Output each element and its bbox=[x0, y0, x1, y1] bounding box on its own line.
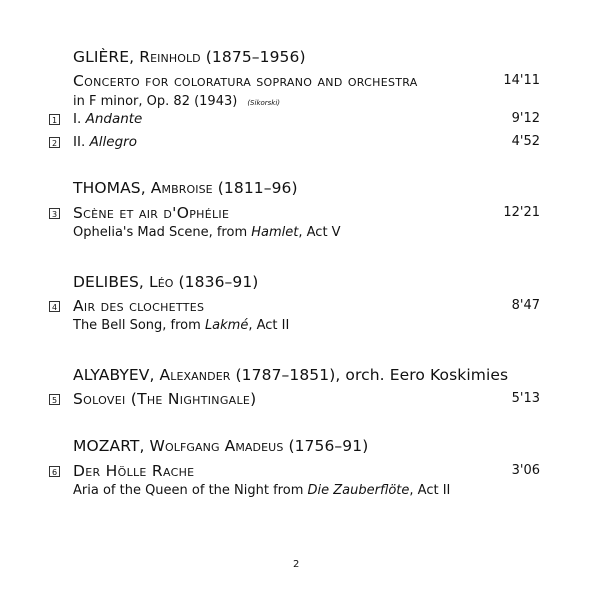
composer-line bbox=[73, 364, 508, 386]
subtitle-text: , Act II bbox=[248, 318, 290, 333]
composer-dates: (1787–1851), orch. Eero Koskimies bbox=[235, 366, 509, 384]
track-number-box: 2 bbox=[49, 137, 60, 148]
movement-1 bbox=[73, 110, 142, 128]
composer-name: ALYABYEV, Alexander bbox=[73, 366, 231, 384]
subtitle-italic: Lakmé bbox=[204, 318, 249, 333]
movement-num: I. bbox=[73, 111, 82, 127]
composer-dates: (1875–1956) bbox=[205, 48, 306, 66]
publisher: (Sikorski) bbox=[247, 99, 281, 107]
subtitle-text: The Bell Song, from bbox=[73, 318, 205, 333]
track-number-box: 4 bbox=[49, 301, 60, 312]
subtitle-italic: Hamlet bbox=[251, 225, 299, 240]
movement-duration: 9'12 bbox=[511, 111, 540, 126]
track-number-box: 5 bbox=[49, 394, 60, 405]
work-duration: 8'47 bbox=[511, 298, 540, 313]
composer-name: DELIBES, Léo bbox=[73, 273, 174, 291]
composer-dates: (1756–91) bbox=[288, 437, 369, 455]
composer-dates: (1811–96) bbox=[217, 179, 298, 197]
movement-num: II. bbox=[73, 134, 86, 150]
movement-2 bbox=[73, 133, 137, 151]
composer-name: THOMAS, Ambroise bbox=[73, 179, 213, 197]
track-number-box: 1 bbox=[49, 114, 60, 125]
movement-duration: 4'52 bbox=[511, 134, 540, 149]
work-title: Solovei (The Nightingale) bbox=[73, 390, 257, 408]
composer-line bbox=[73, 271, 258, 293]
work-duration: 3'06 bbox=[511, 463, 540, 478]
subtitle-text: , Act V bbox=[298, 225, 341, 240]
work-subtitle bbox=[73, 317, 289, 335]
subtitle-italic: Die Zauberflöte bbox=[307, 483, 410, 498]
work-duration: 5'13 bbox=[511, 391, 540, 406]
subtitle-text: Aria of the Queen of the Night from bbox=[73, 483, 308, 498]
composer-line bbox=[73, 46, 306, 68]
subtitle-text: in F minor, Op. 82 (1943) bbox=[73, 94, 238, 109]
work-title: Der Hölle Rache bbox=[73, 462, 195, 480]
movement-name: Allegro bbox=[89, 134, 137, 150]
work-subtitle bbox=[73, 482, 450, 500]
composer-name: GLIÈRE, Reinhold bbox=[73, 48, 201, 66]
work-title: Air des clochettes bbox=[73, 297, 205, 315]
work-title: Concerto for coloratura soprano and orchestra bbox=[73, 72, 418, 90]
page-number: 2 bbox=[293, 559, 300, 570]
movement-name: Andante bbox=[85, 111, 143, 127]
subtitle-text: Ophelia's Mad Scene, from bbox=[73, 225, 252, 240]
track-number-box: 6 bbox=[49, 466, 60, 477]
composer-line bbox=[73, 435, 368, 457]
work-duration: 12'21 bbox=[503, 205, 540, 220]
track-number-box: 3 bbox=[49, 208, 60, 219]
composer-line bbox=[73, 177, 298, 199]
composer-name: MOZART, Wolfgang Amadeus bbox=[73, 437, 284, 455]
work-title: Scène et air d'Ophélie bbox=[73, 204, 230, 222]
work-subtitle bbox=[73, 224, 341, 242]
work-duration: 14'11 bbox=[503, 73, 540, 88]
composer-dates: (1836–91) bbox=[178, 273, 259, 291]
subtitle-text: , Act II bbox=[409, 483, 451, 498]
